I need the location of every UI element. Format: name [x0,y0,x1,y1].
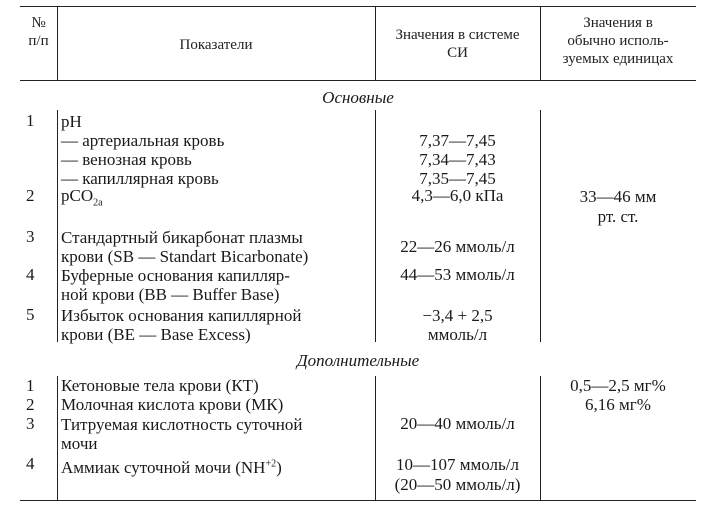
section-title-main: Основные [322,88,394,107]
row-1-num: 1 [26,111,35,130]
row-2-num: 2 [26,186,35,205]
extra-row-3-name: Титруемая кислотность суточной мочи [61,415,303,453]
extra-row-4-name: Аммиак суточной мочи $(NH^{+2})$ [61,458,282,477]
row-4-num: 4 [26,265,35,284]
extra-row-1-name: Кетоновые тела крови (КТ) [61,376,259,395]
row-5-si: −3,4 + 2,5 ммоль/л [422,306,493,344]
header-bottom-border [20,80,696,81]
row-3-name: Стандартный бикарбонат плазмы крови (SB — Standart Bicarbonate) [61,228,309,266]
extra-row-4-num: 4 [26,454,35,473]
row-4-name: Буферные основания капилляр- ной крови (BB — Buffer Base) [61,266,290,304]
extra-row-2-num: 2 [26,395,35,414]
section-title-extra: Дополнительные [296,351,420,370]
row-2-name: pCO$_{2а}$ [61,186,103,209]
extra-divider-3 [540,376,541,500]
extra-row-2-name: Молочная кислота крови (МК) [61,395,284,414]
extra-divider-1 [57,376,58,500]
extra-row-1-usual: 0,5—2,5 мг% [570,376,666,395]
table-top-border [20,6,696,7]
header-num: № п/п [28,15,49,49]
extra-row-2-usual: 6,16 мг% [585,395,651,414]
row-2-si: 4,3—6,0 кПа [411,186,504,205]
extra-row-1-num: 1 [26,376,35,395]
row-3-si: 22—26 ммоль/л [400,237,515,256]
row-5-num: 5 [26,305,35,324]
extra-row-3-num: 3 [26,414,35,433]
row-1-si: 7,37—7,45 7,34—7,43 7,35—7,45 [419,131,496,188]
row-3-num: 3 [26,227,35,246]
row-4-si: 44—53 ммоль/л [400,265,515,284]
row-1-name: pH — артериальная кровь — венозная кровь — капиллярная кровь [61,112,225,188]
extra-row-4-si: 10—107 ммоль/л (20—50 ммоль/л) [394,455,521,494]
main-divider-1 [57,110,58,342]
header-si: Значения в системе СИ [395,27,520,61]
row-2-usual: 33—46 мм рт. ст. [579,187,657,226]
table-bottom-border [20,500,696,501]
extra-row-3-si: 20—40 ммоль/л [400,414,515,433]
header-usual: Значения в обычно исполь- зуемых единицах [562,15,674,67]
row-5-name: Избыток основания капиллярной крови (BE — Base Excess) [61,306,302,344]
header-indicator: Показатели [179,37,253,53]
